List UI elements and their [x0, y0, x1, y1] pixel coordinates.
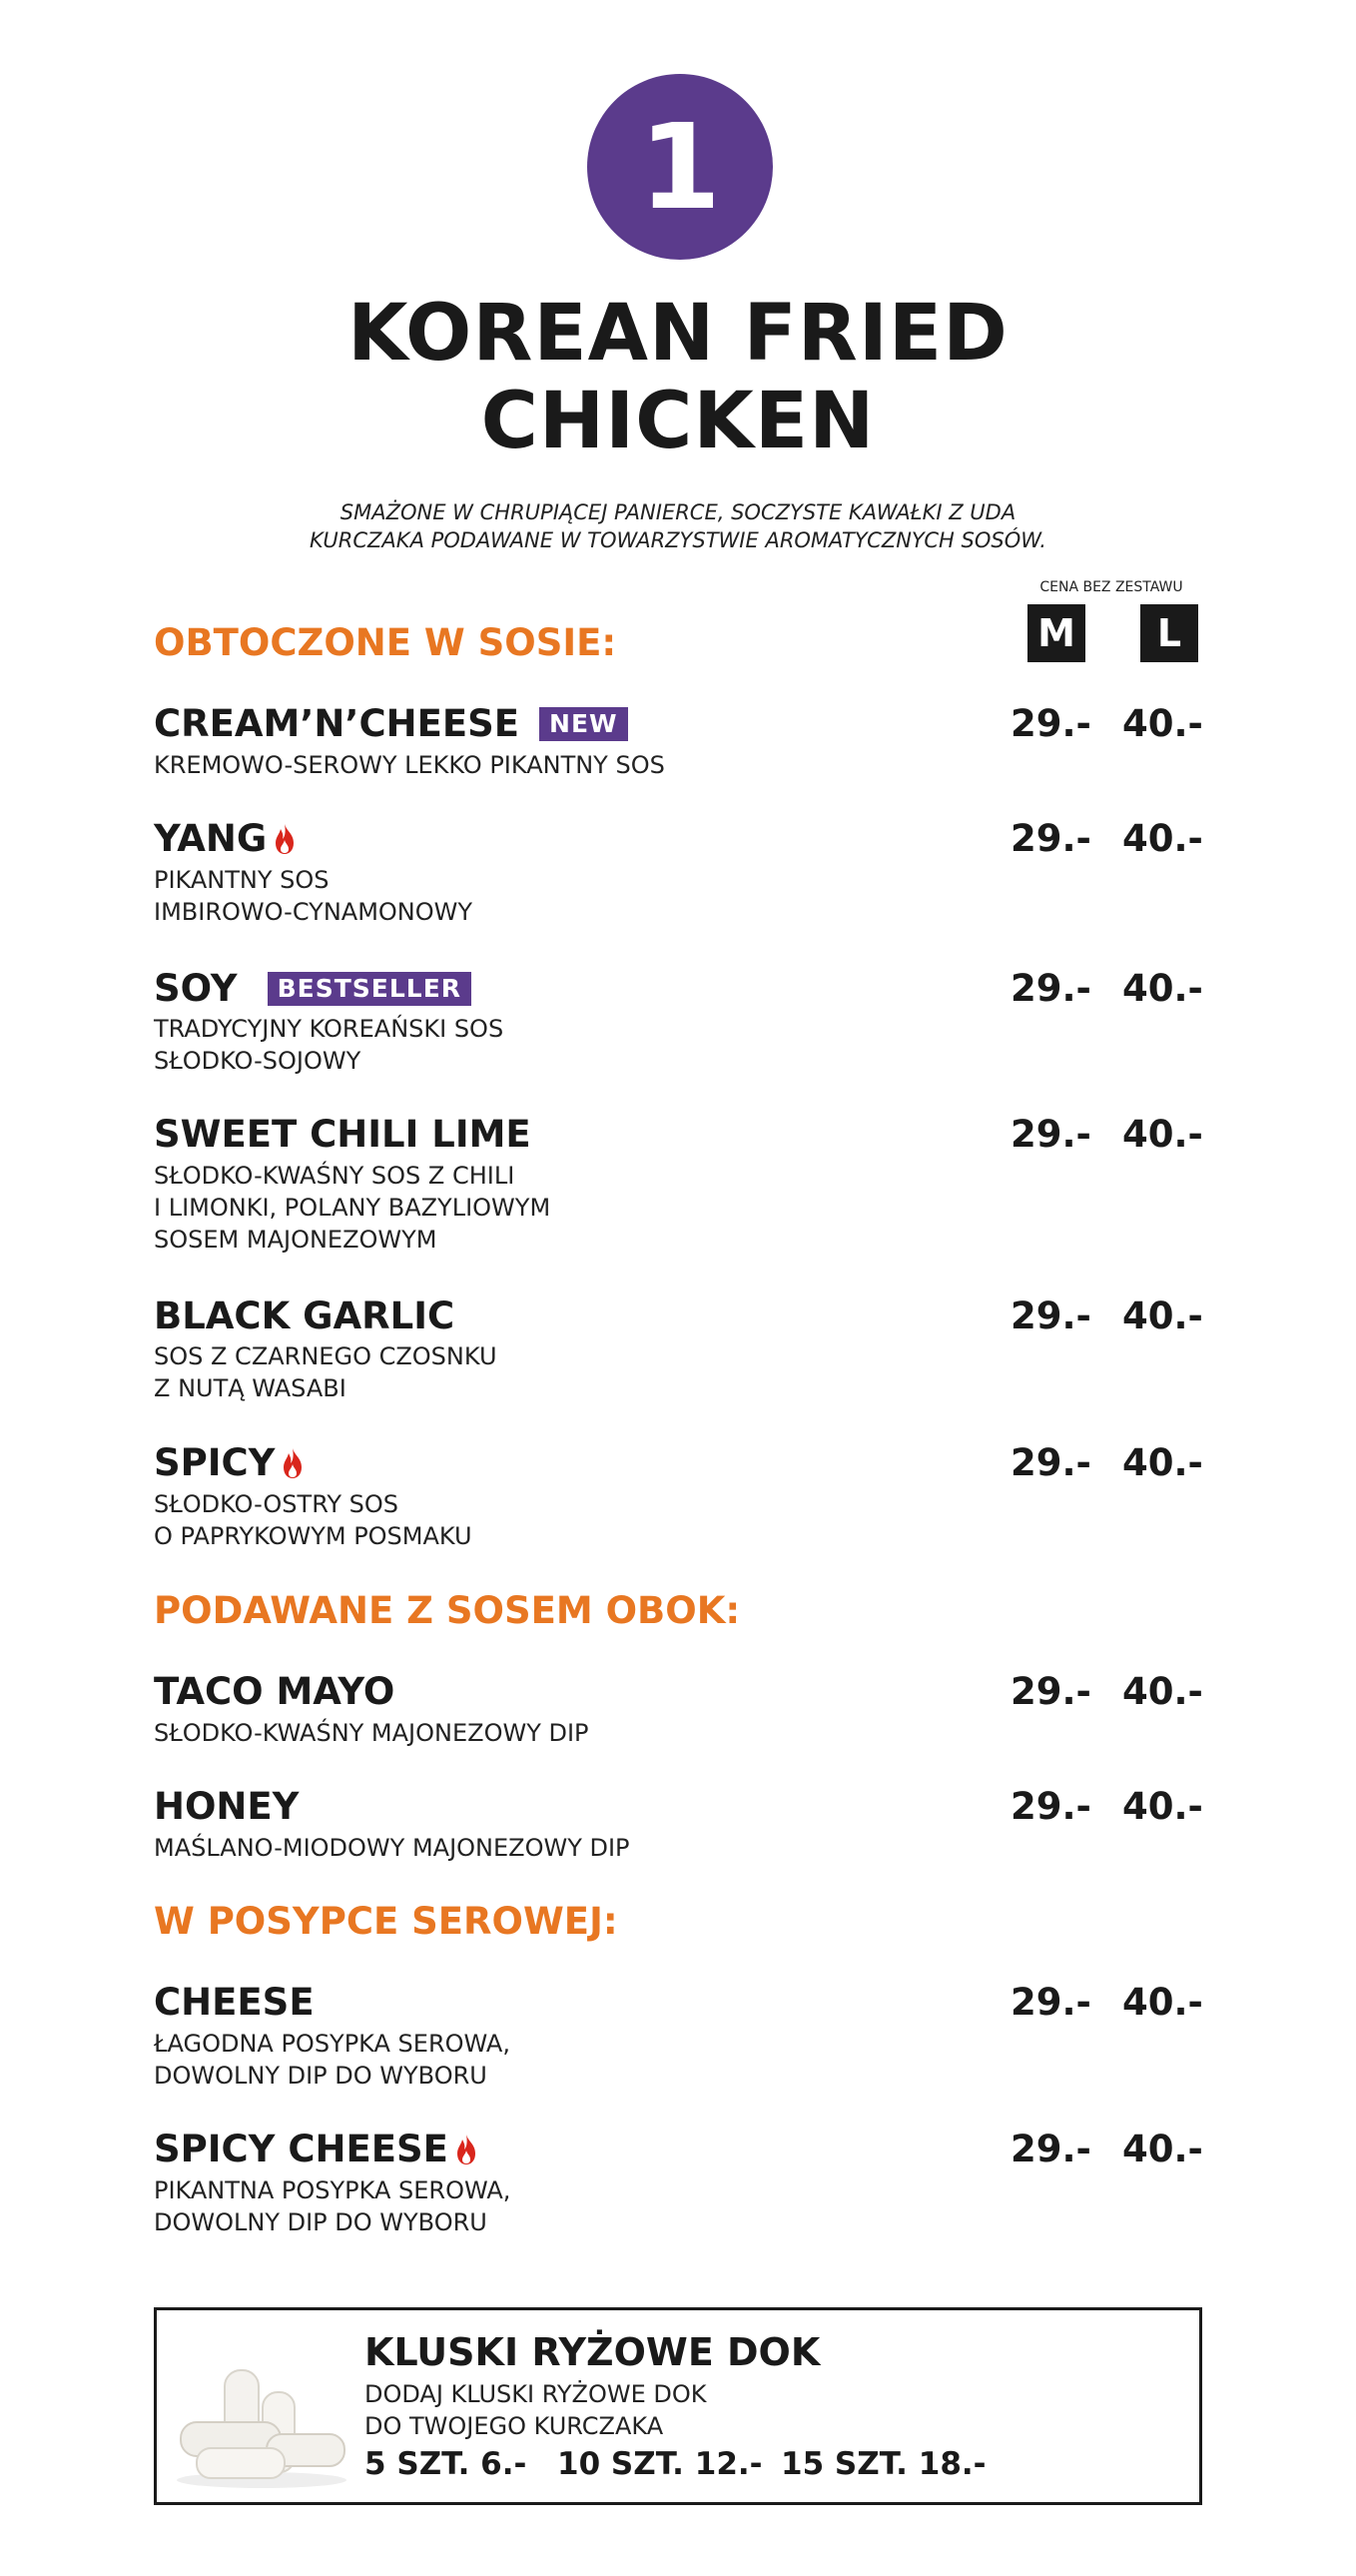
new-tag: NEW: [539, 707, 628, 741]
price-l: 40.-: [1122, 1441, 1203, 1484]
menu-item-name: [154, 2128, 480, 2171]
menu-item-name: [154, 1670, 394, 1714]
item-desc: ŁAGODNA POSYPKA SEROWA,: [154, 2030, 510, 2058]
price-l: 40.-: [1122, 1294, 1203, 1337]
price-m: 29.-: [1011, 967, 1091, 1010]
rice-cake-image: [167, 2352, 356, 2492]
subtitle-line2: KURCZAKA PODAWANE W TOWARZYSTWIE AROMATYCZNYCH SOSÓW.: [310, 528, 1046, 552]
item-desc: SOS Z CZARNEGO CZOSNKU: [154, 1342, 497, 1370]
section-title: PODAWANE Z SOSEM OBOK:: [154, 1589, 741, 1632]
item-desc: SŁODKO-OSTRY SOS: [154, 1490, 398, 1518]
page-title-line1: KOREAN FRIED: [347, 289, 1009, 379]
item-name-text: SPICY: [154, 1441, 276, 1484]
item-desc: SŁODKO-KWAŚNY SOS Z CHILI: [154, 1162, 515, 1190]
menu-item-name: [154, 1785, 299, 1829]
price-l: 40.-: [1122, 817, 1203, 860]
item-name-text: HONEY: [154, 1785, 300, 1828]
price-l: 40.-: [1122, 1113, 1203, 1156]
price-m: 29.-: [1011, 1670, 1091, 1713]
price-m: 29.-: [1011, 1981, 1091, 2024]
item-desc: IMBIROWO-CYNAMONOWY: [154, 898, 473, 926]
menu-number: 1: [638, 98, 722, 236]
menu-item-name: [154, 1441, 307, 1485]
addon-price: 5 SZT. 6.-: [364, 2446, 527, 2482]
menu-item-name: [154, 1294, 454, 1338]
item-desc: TRADYCYJNY KOREAŃSKI SOS: [154, 1015, 504, 1043]
item-name-text: CREAM’N’CHEESE: [154, 702, 520, 745]
price-m: 29.-: [1011, 702, 1091, 745]
menu-item-name: [154, 817, 299, 861]
item-name-text: CHEESE: [154, 1981, 315, 2024]
item-name-text: SWEET CHILI LIME: [154, 1113, 531, 1156]
price-l: 40.-: [1122, 1785, 1203, 1828]
item-name-text: TACO MAYO: [154, 1670, 395, 1713]
item-name-text: SPICY CHEESE: [154, 2128, 448, 2170]
subtitle-line1: SMAŻONE W CHRUPIĄCEJ PANIERCE, SOCZYSTE KAWAŁKI Z UDA: [339, 500, 1017, 524]
menu-item-name: [154, 1113, 531, 1157]
addon-price: 15 SZT. 18.-: [781, 2446, 987, 2482]
menu-item-name: [154, 1981, 315, 2025]
addon-box: [154, 2307, 1202, 2505]
item-desc: DOWOLNY DIP DO WYBORU: [154, 2208, 487, 2236]
menu-item-name: [154, 702, 628, 746]
price-m: 29.-: [1011, 2128, 1091, 2170]
item-desc: O PAPRYKOWYM POSMAKU: [154, 1522, 472, 1550]
menu-item-name: [154, 967, 471, 1011]
price-l: 40.-: [1122, 1981, 1203, 2024]
item-desc: MAŚLANO-MIODOWY MAJONEZOWY DIP: [154, 1834, 630, 1862]
fire-icon: [452, 2133, 480, 2166]
item-name-text: YANG: [154, 817, 268, 860]
price-l: 40.-: [1122, 702, 1203, 745]
price-m: 29.-: [1011, 817, 1091, 860]
item-desc: PIKANTNY SOS: [154, 866, 330, 894]
section-title: W POSYPCE SEROWEJ:: [154, 1900, 618, 1943]
price-m: 29.-: [1011, 1113, 1091, 1156]
price-header-label: CENA BEZ ZESTAWU: [1039, 579, 1183, 595]
item-desc: SŁODKO-SOJOWY: [154, 1047, 361, 1075]
item-desc: SOSEM MAJONEZOWYM: [154, 1226, 437, 1254]
price-l: 40.-: [1122, 2128, 1203, 2170]
item-desc: KREMOWO-SEROWY LEKKO PIKANTNY SOS: [154, 751, 665, 779]
item-desc: DOWOLNY DIP DO WYBORU: [154, 2062, 487, 2090]
item-desc: SŁODKO-KWAŚNY MAJONEZOWY DIP: [154, 1719, 589, 1747]
addon-desc-line1: DODAJ KLUSKI RYŻOWE DOK: [364, 2380, 707, 2408]
item-desc: I LIMONKI, POLANY BAZYLIOWYM: [154, 1194, 551, 1222]
addon-price: 10 SZT. 12.-: [557, 2446, 763, 2482]
section-title: OBTOCZONE W SOSIE:: [154, 621, 617, 664]
item-name-text: SOY: [154, 967, 238, 1010]
price-m: 29.-: [1011, 1441, 1091, 1484]
bestseller-tag: BESTSELLER: [268, 972, 471, 1006]
menu-number-badge: [587, 74, 773, 260]
price-m: 29.-: [1011, 1294, 1091, 1337]
fire-icon: [279, 1446, 307, 1480]
item-name-text: BLACK GARLIC: [154, 1294, 455, 1337]
fire-icon: [271, 822, 299, 856]
item-desc: Z NUTĄ WASABI: [154, 1374, 346, 1402]
price-m: 29.-: [1011, 1785, 1091, 1828]
price-l: 40.-: [1122, 1670, 1203, 1713]
price-l: 40.-: [1122, 967, 1203, 1010]
addon-title: KLUSKI RYŻOWE DOK: [364, 2330, 821, 2374]
size-l-box: L: [1140, 604, 1198, 662]
item-desc: PIKANTNA POSYPKA SEROWA,: [154, 2176, 511, 2204]
size-m-box: M: [1027, 604, 1085, 662]
page-title-line2: CHICKEN: [480, 377, 876, 466]
addon-desc-line2: DO TWOJEGO KURCZAKA: [364, 2412, 664, 2440]
